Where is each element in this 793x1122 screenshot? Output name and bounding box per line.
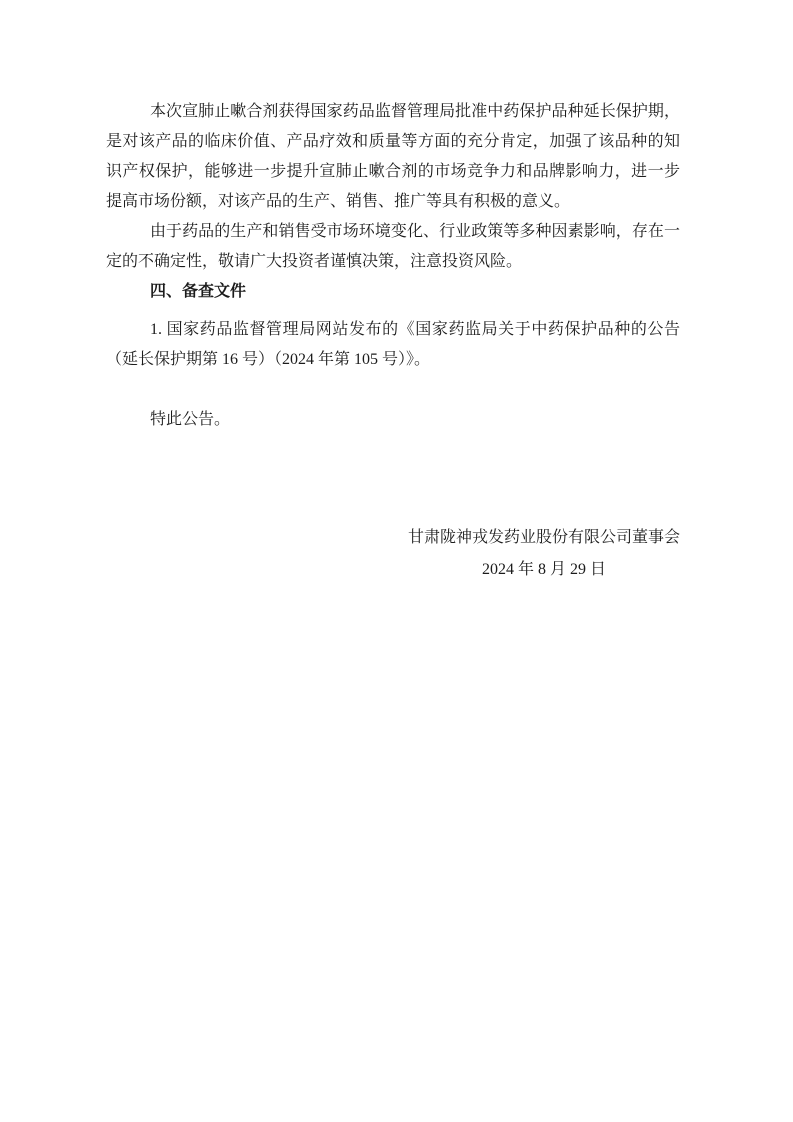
signature-block [106, 522, 680, 586]
reference-item-1: 1. 国家药品监督管理局网站发布的《国家药监局关于中药保护品种的公告（延长保护期第 16 号）（2024 年第 105 号）》。 [106, 321, 680, 368]
signature-inner [408, 522, 680, 586]
signature-date: 2024 年 8 月 29 日 [481, 561, 606, 578]
signature-company: 甘肃陇神戎发药业股份有限公司董事会 [407, 529, 680, 546]
section-heading-documents-for-reference: 四、备查文件 [150, 283, 247, 300]
closing-statement: 特此公告。 [150, 411, 231, 428]
paragraph-approval-benefit: 本次宣肺止嗽合剂获得国家药品监督管理局批准中药保护品种延长保护期，是对该产品的临床价值、产品疗效和质量等方面的充分肯定，加强了该品种的知识产权保护，能够进一步提升宣肺止嗽合剂的市场竞争力和品牌影响力，进一步提高市场份额，对该产品的生产、销售、推广等具有积极的意义。 [106, 103, 680, 210]
paragraph-risk-notice: 由于药品的生产和销售受市场环境变化、行业政策等多种因素影响，存在一定的不确定性，敬请广大投资者谨慎决策，注意投资风险。 [106, 223, 680, 270]
